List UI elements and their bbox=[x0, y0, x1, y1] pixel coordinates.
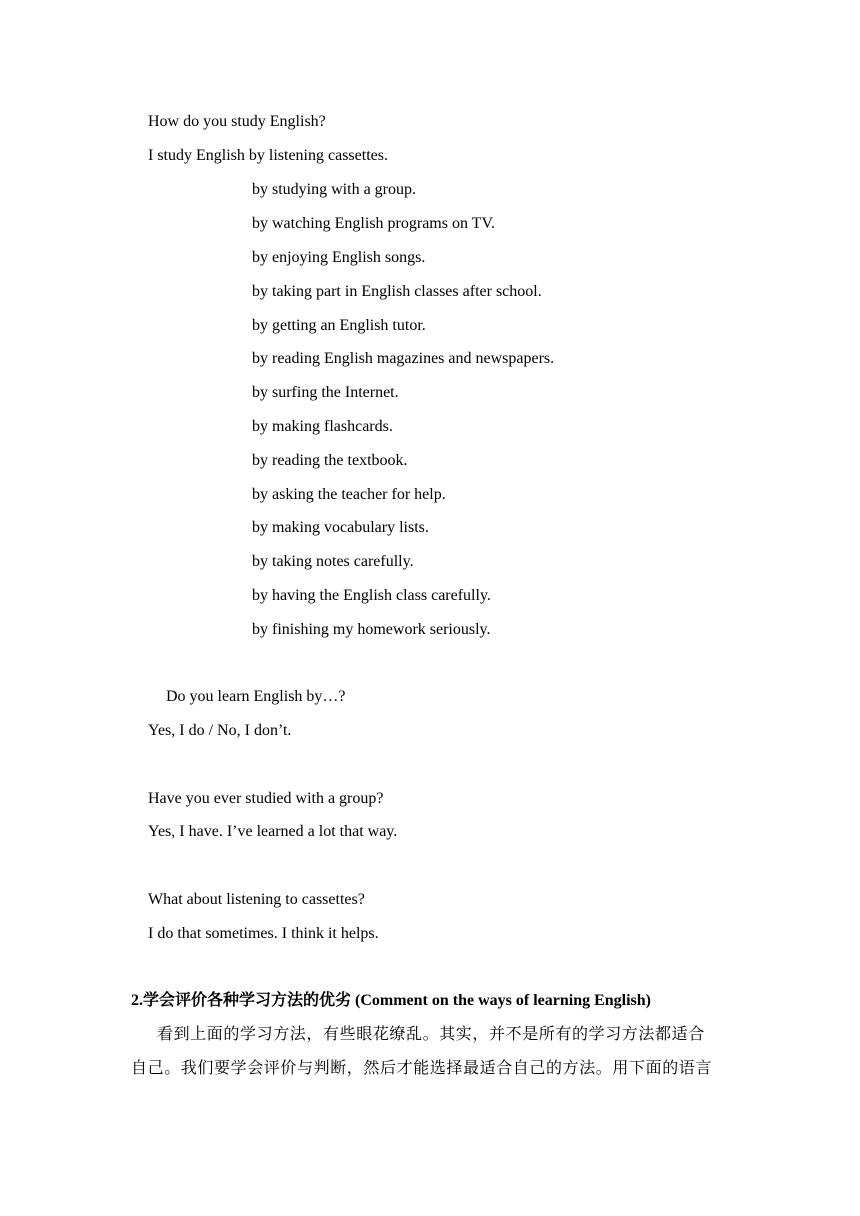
list-item: by asking the teacher for help. bbox=[252, 486, 446, 503]
list-item: by taking notes carefully. bbox=[252, 553, 414, 570]
list-item: by getting an English tutor. bbox=[252, 317, 426, 334]
answer-text: Yes, I do / No, I don’t. bbox=[148, 722, 292, 739]
list-item: by finishing my homework seriously. bbox=[252, 621, 491, 638]
list-item: by watching English programs on TV. bbox=[252, 215, 495, 232]
question-text: Have you ever studied with a group? bbox=[148, 790, 384, 807]
list-item: by taking part in English classes after school. bbox=[252, 283, 542, 300]
list-item: by reading English magazines and newspapers. bbox=[252, 350, 555, 367]
question-text: How do you study English? bbox=[148, 113, 326, 130]
list-item: by making flashcards. bbox=[252, 418, 393, 435]
paragraph-line: 自己。我们要学会评价与判断，然后才能选择最适合自己的方法。用下面的语言 bbox=[131, 1060, 713, 1077]
list-item: by studying with a group. bbox=[252, 181, 416, 198]
question-text: Do you learn English by…? bbox=[166, 688, 346, 705]
question-text: What about listening to cassettes? bbox=[148, 891, 365, 908]
paragraph-line: 看到上面的学习方法，有些眼花缭乱。其实，并不是所有的学习方法都适合 bbox=[157, 1026, 705, 1043]
list-item: by making vocabulary lists. bbox=[252, 519, 429, 536]
list-item: by reading the textbook. bbox=[252, 452, 408, 469]
section-heading: 2.学会评价各种学习方法的优劣 (Comment on the ways of learning English) bbox=[131, 992, 652, 1009]
answer-text: I do that sometimes. I think it helps. bbox=[148, 925, 379, 942]
list-item: by having the English class carefully. bbox=[252, 587, 491, 604]
answer-text: I study English by listening cassettes. bbox=[148, 147, 388, 164]
list-item: by surfing the Internet. bbox=[252, 384, 399, 401]
answer-text: Yes, I have. I’ve learned a lot that way. bbox=[148, 823, 398, 840]
list-item: by enjoying English songs. bbox=[252, 249, 426, 266]
